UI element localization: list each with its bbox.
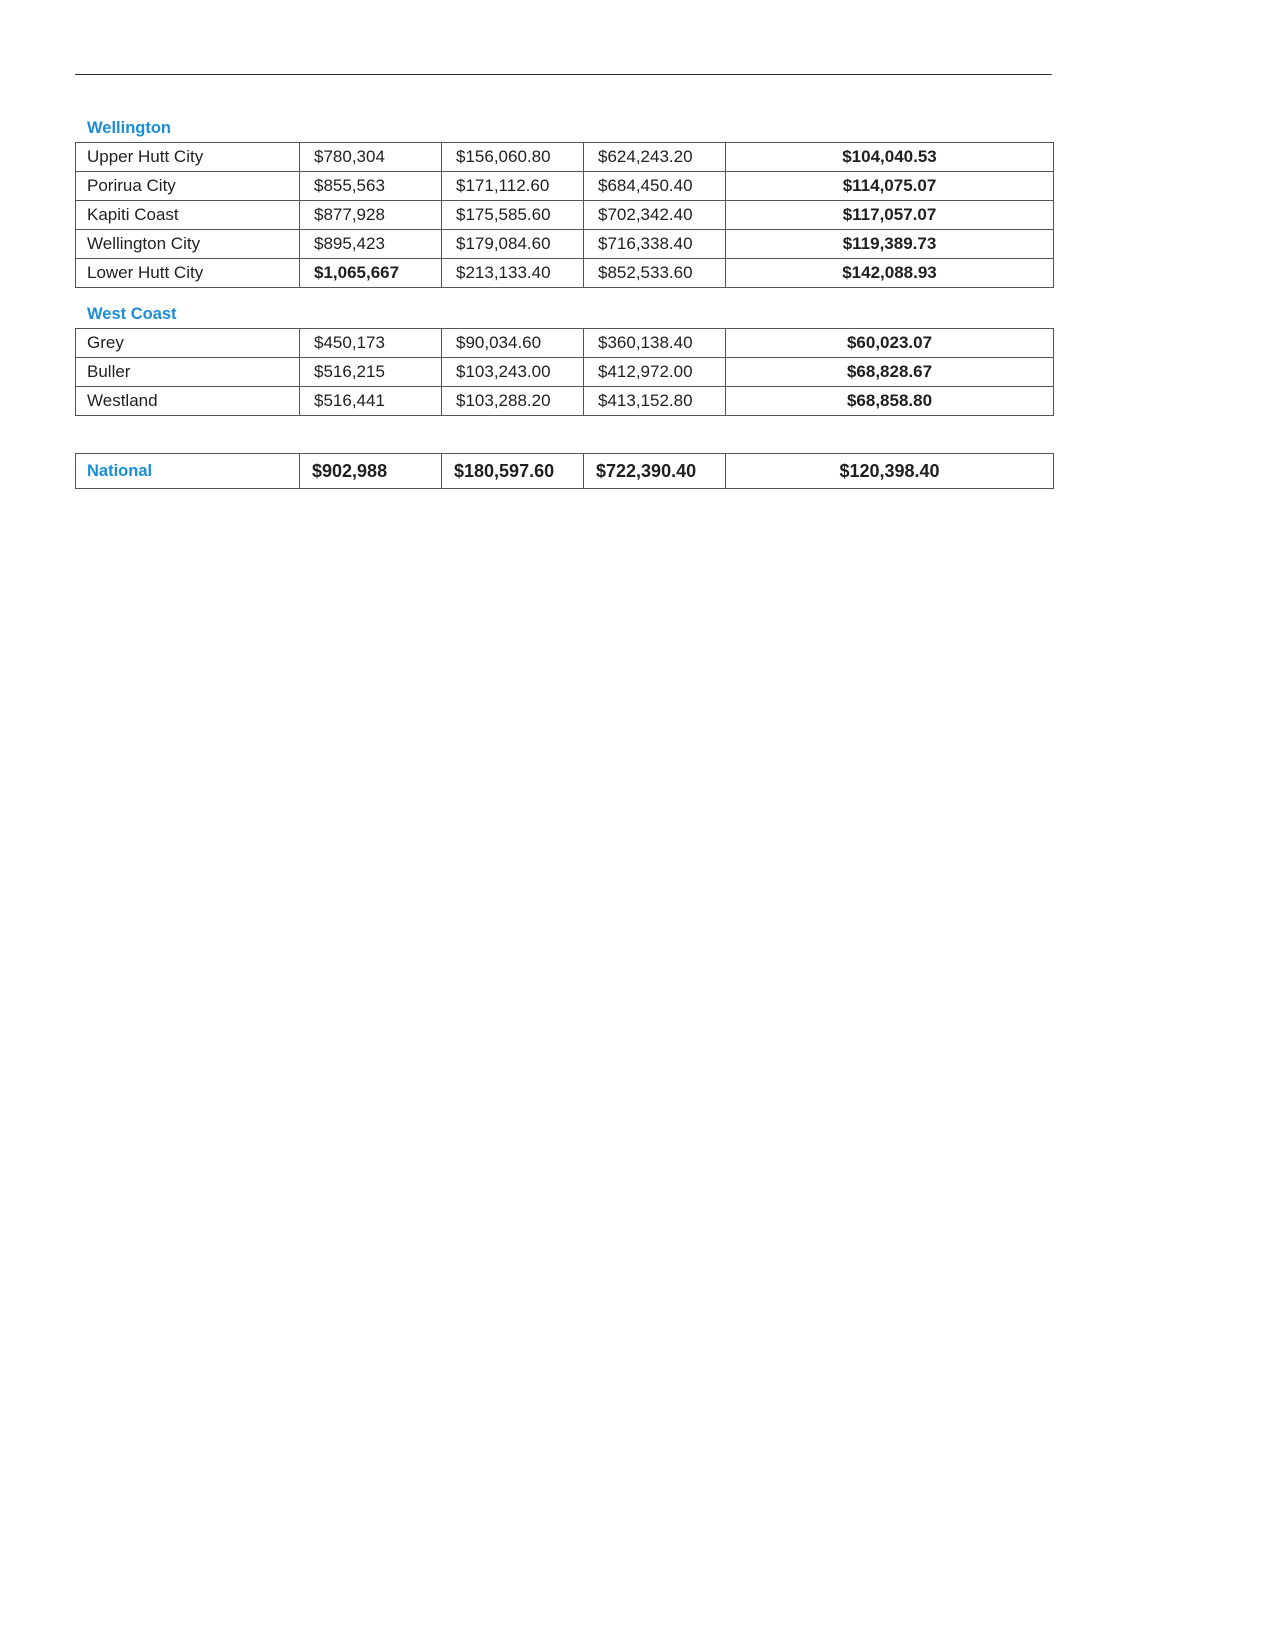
cell-value: $722,390.40 [584,454,726,489]
cell-value: $103,243.00 [442,358,584,387]
west-coast-table [75,328,1054,416]
cell-total: $117,057.07 [726,201,1054,230]
cell-value: $156,060.80 [442,143,584,172]
cell-value: $624,243.20 [584,143,726,172]
cell-value: $175,585.60 [442,201,584,230]
section-title-west-coast: West Coast [87,305,177,323]
section-title-wellington: Wellington [87,119,172,137]
table-row [76,230,1054,259]
cell-value: $103,288.20 [442,387,584,416]
row-name: Kapiti Coast [76,201,300,230]
wellington-table [75,142,1054,288]
cell-total: $119,389.73 [726,230,1054,259]
cell-value: $179,084.60 [442,230,584,259]
cell-value: $450,173 [300,329,442,358]
table-row [76,143,1054,172]
cell-value: $852,533.60 [584,259,726,288]
cell-value: $895,423 [300,230,442,259]
cell-value: $90,034.60 [442,329,584,358]
cell-value: $171,112.60 [442,172,584,201]
cell-value: $780,304 [300,143,442,172]
cell-value: $716,338.40 [584,230,726,259]
cell-total: $104,040.53 [726,143,1054,172]
cell-value: $855,563 [300,172,442,201]
cell-value: $1,065,667 [300,259,442,288]
row-name: Grey [76,329,300,358]
cell-value: $412,972.00 [584,358,726,387]
cell-value: $684,450.40 [584,172,726,201]
table-row [76,454,1054,489]
row-name: Lower Hutt City [76,259,300,288]
cell-value: $516,215 [300,358,442,387]
national-label: National [76,454,300,489]
cell-value: $902,988 [300,454,442,489]
cell-total: $142,088.93 [726,259,1054,288]
cell-total: $120,398.40 [726,454,1054,489]
table-row [76,329,1054,358]
cell-value: $413,152.80 [584,387,726,416]
row-name: Wellington City [76,230,300,259]
national-table [75,453,1054,489]
top-divider [75,74,1052,75]
cell-value: $213,133.40 [442,259,584,288]
table-row [76,387,1054,416]
row-name: Upper Hutt City [76,143,300,172]
cell-total: $60,023.07 [726,329,1054,358]
cell-value: $702,342.40 [584,201,726,230]
cell-value: $360,138.40 [584,329,726,358]
table-row [76,201,1054,230]
table-row [76,259,1054,288]
cell-total: $68,828.67 [726,358,1054,387]
table-row [76,172,1054,201]
cell-total: $114,075.07 [726,172,1054,201]
cell-value: $180,597.60 [442,454,584,489]
cell-value: $516,441 [300,387,442,416]
row-name: Porirua City [76,172,300,201]
cell-total: $68,858.80 [726,387,1054,416]
row-name: Westland [76,387,300,416]
table-row [76,358,1054,387]
row-name: Buller [76,358,300,387]
cell-value: $877,928 [300,201,442,230]
